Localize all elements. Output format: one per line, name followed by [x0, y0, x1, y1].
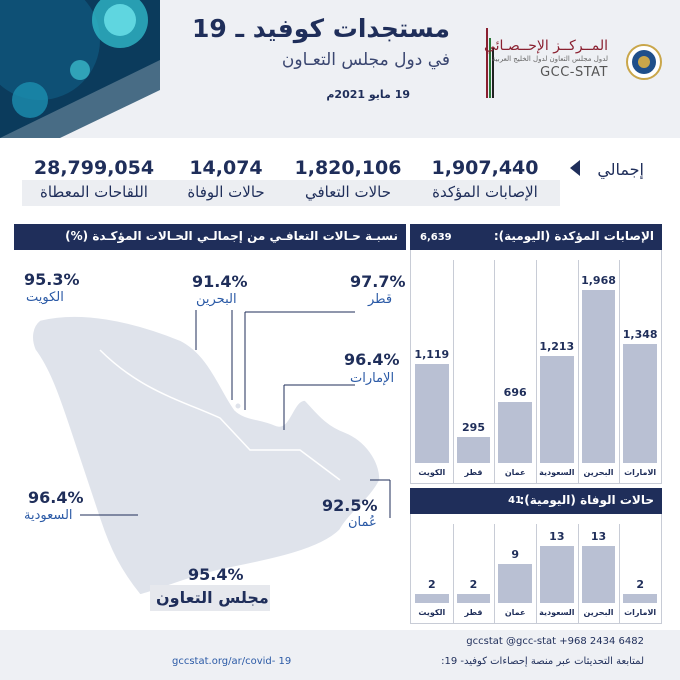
kuwait-label: الكويت: [26, 290, 64, 305]
daily-cases-category-label: الامارات: [624, 468, 657, 477]
daily-deaths-bar: [498, 564, 532, 603]
daily-cases-category-label: البحرين: [583, 468, 614, 477]
daily-cases-bar-value: 1,968: [581, 273, 616, 287]
footer-contacts: gccstat @gcc-stat +968 2434 6482: [466, 636, 644, 647]
header-banner: [0, 0, 680, 138]
daily-cases-bar: [582, 290, 616, 463]
total-recovered-value: 1,820,106: [294, 157, 402, 179]
total-confirmed-label: الإصابات المؤكدة: [432, 183, 538, 201]
daily-cases-column-divider: [453, 260, 454, 483]
totals-label: إجمالي: [597, 160, 644, 179]
daily-cases-header: [410, 224, 662, 250]
daily-cases-bar-value: 1,348: [622, 328, 658, 342]
daily-cases-bar-value: 295: [462, 421, 485, 434]
daily-deaths-total: 41: [508, 495, 522, 506]
daily-deaths-bar-value: 13: [549, 530, 565, 544]
daily-cases-category-label: عمان: [504, 468, 526, 477]
logo-subtext: لدول مجلس التعاون لدول الخليج العربية: [491, 55, 608, 63]
daily-deaths-bar: [540, 546, 574, 603]
oman-label: عُمان: [348, 515, 377, 530]
total-vaccines-value: 28,799,054: [33, 157, 155, 179]
daily-deaths-bar: [457, 594, 491, 603]
daily-cases-chart: [410, 250, 662, 484]
total-vaccines-label: اللقاحات المعطاة: [40, 183, 148, 201]
daily-cases-bar: [498, 402, 532, 463]
daily-deaths-category-label: قطر: [464, 608, 483, 617]
total-deaths-value: 14,074: [189, 157, 263, 179]
daily-cases-column-divider: [536, 260, 537, 483]
daily-cases-total: 6,639: [420, 232, 452, 243]
gcc-label: مجلس التعاون: [156, 588, 269, 607]
daily-cases-bar: [623, 344, 657, 463]
daily-deaths-bar-value: 13: [590, 530, 607, 544]
page-title: مستجدات كوفيد ـ 19: [192, 14, 450, 43]
daily-deaths-bar-value: 2: [636, 578, 644, 592]
daily-cases-category-label: السعودية: [539, 468, 575, 477]
daily-cases-bar-value: 1,213: [539, 340, 575, 354]
totals-arrow-icon: [570, 160, 580, 176]
daily-cases-bar: [415, 364, 449, 463]
daily-deaths-chart: [410, 514, 662, 624]
gcc-emblem-icon: [626, 44, 662, 80]
footer-note: لمتابعة التحديثات عبر منصة إحصاءات كوفيد- 19:: [441, 656, 644, 667]
daily-cases-title: الإصابات المؤكدة (اليومية):: [493, 229, 654, 243]
daily-deaths-category-label: السعودية: [539, 608, 575, 617]
kuwait-recovery-pct: 95.3%: [24, 270, 80, 289]
daily-cases-bar-value: 696: [503, 385, 527, 399]
daily-deaths-bar: [415, 594, 449, 603]
daily-cases-bar-value: 1,119: [414, 348, 450, 362]
total-recovered-label: حالات التعافي: [304, 183, 392, 201]
report-date: 19 مايو 2021م: [326, 88, 410, 101]
uae-recovery-pct: 96.4%: [344, 350, 400, 369]
daily-cases-category-label: قطر: [464, 468, 483, 477]
footer-link[interactable]: gccstat.org/ar/covid- 19: [172, 656, 292, 667]
saudi-recovery-pct: 96.4%: [28, 488, 84, 507]
daily-deaths-bar: [623, 594, 657, 603]
daily-deaths-bar: [582, 546, 616, 603]
oman-recovery-pct: 92.5%: [322, 496, 378, 515]
daily-deaths-title: حالات الوفاة (اليومية):: [519, 493, 654, 507]
daily-deaths-category-label: البحرين: [583, 608, 614, 617]
daily-deaths-header: [410, 488, 662, 514]
daily-cases-category-label: الكويت: [418, 468, 446, 477]
daily-cases-column-divider: [619, 260, 620, 483]
uae-label: الإمارات: [350, 371, 395, 386]
bahrain-recovery-pct: 91.4%: [192, 272, 248, 291]
virus-illustration: [0, 0, 160, 138]
daily-deaths-bar-value: 9: [511, 547, 519, 561]
recovery-rate-title: نسبـة حـالات التعافـي من إجمالـي الحـالات المؤكـدة (%): [65, 229, 398, 243]
saudi-label: السعودية: [24, 508, 73, 523]
bahrain-dot: [235, 403, 241, 409]
daily-deaths-bar-value: 2: [469, 578, 478, 592]
arabian-peninsula-shape: [32, 316, 380, 595]
daily-cases-bar: [457, 437, 491, 463]
daily-deaths-category-label: الكويت: [418, 608, 446, 617]
qatar-recovery-pct: 97.7%: [350, 272, 406, 291]
logo-text-arabic: المــركــز الإحــصـائي: [483, 38, 608, 54]
gcc-recovery-pct: 95.4%: [188, 565, 244, 584]
bahrain-label: البحرين: [196, 292, 237, 307]
logo-text-english: GCC-STAT: [540, 65, 608, 80]
total-deaths-label: حالات الوفاة: [187, 183, 265, 201]
daily-cases-column-divider: [494, 260, 495, 483]
daily-deaths-bar-value: 2: [428, 578, 436, 592]
daily-deaths-category-label: الامارات: [624, 608, 657, 617]
daily-deaths-category-label: عمان: [504, 608, 526, 617]
total-confirmed-value: 1,907,440: [431, 157, 539, 179]
qatar-label: قطر: [368, 292, 393, 307]
daily-cases-column-divider: [578, 260, 579, 483]
recovery-rate-header: [14, 224, 406, 250]
page-subtitle: في دول مجلس التعـاون: [281, 50, 450, 70]
daily-cases-bar: [540, 356, 574, 463]
